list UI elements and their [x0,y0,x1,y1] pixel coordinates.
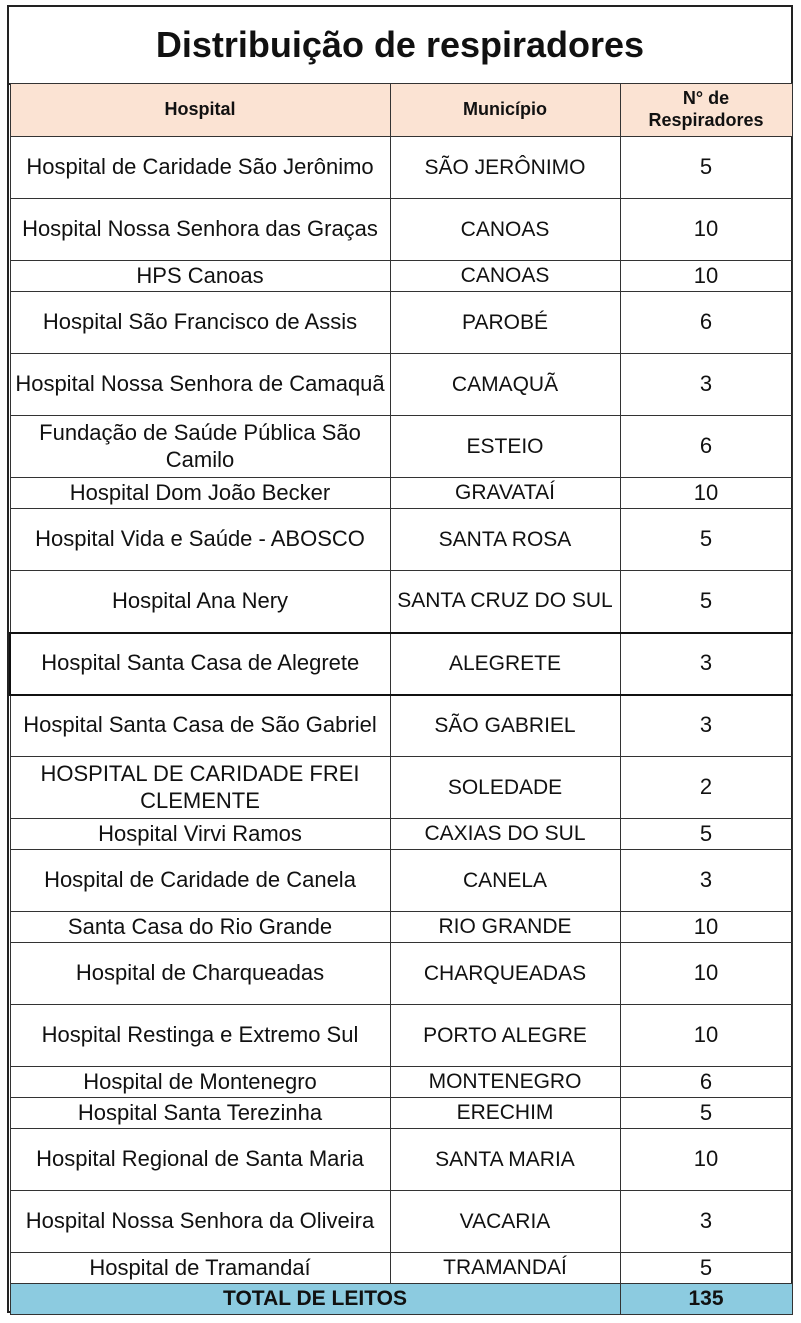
total-label: TOTAL DE LEITOS [10,1284,620,1315]
cell-respiradores: 10 [620,261,792,292]
cell-municipio: ERECHIM [390,1098,620,1129]
cell-respiradores: 5 [620,1098,792,1129]
table-row [10,912,792,943]
cell-municipio: SANTA MARIA [390,1129,620,1191]
cell-municipio: PAROBÉ [390,292,620,354]
cell-municipio: SANTA CRUZ DO SUL [390,571,620,633]
cell-municipio: ESTEIO [390,416,620,478]
cell-hospital: Hospital Dom João Becker [10,478,390,509]
header-municipio: Município [390,84,620,137]
cell-hospital: Hospital Virvi Ramos [10,819,390,850]
cell-municipio: CAMAQUÃ [390,354,620,416]
cell-municipio: CHARQUEADAS [390,943,620,1005]
cell-hospital: Hospital Regional de Santa Maria [10,1129,390,1191]
cell-respiradores: 10 [620,1005,792,1067]
table-row [10,199,792,261]
cell-respiradores: 10 [620,1129,792,1191]
cell-hospital: Hospital Ana Nery [10,571,390,633]
cell-hospital: HOSPITAL DE CARIDADE FREI CLEMENTE [10,757,390,819]
cell-municipio: CANOAS [390,261,620,292]
cell-hospital: Fundação de Saúde Pública São Camilo [10,416,390,478]
cell-municipio: RIO GRANDE [390,912,620,943]
cell-hospital: Hospital de Caridade de Canela [10,850,390,912]
cell-municipio: CANELA [390,850,620,912]
table-frame [7,5,793,1313]
cell-respiradores: 5 [620,571,792,633]
table-row [10,695,792,757]
table-row [10,1067,792,1098]
cell-municipio: TRAMANDAÍ [390,1253,620,1284]
header-respiradores: N° de Respiradores [620,84,792,137]
table-row [10,819,792,850]
cell-municipio: PORTO ALEGRE [390,1005,620,1067]
cell-hospital: Hospital Nossa Senhora das Graças [10,199,390,261]
cell-hospital: Hospital São Francisco de Assis [10,292,390,354]
table-row [10,633,792,695]
table-row [10,850,792,912]
cell-hospital: Hospital Vida e Saúde - ABOSCO [10,509,390,571]
table-row [10,509,792,571]
respirators-table [9,83,793,1315]
cell-municipio: SÃO GABRIEL [390,695,620,757]
cell-hospital: Hospital Santa Casa de Alegrete [10,633,390,695]
cell-hospital: Hospital Restinga e Extremo Sul [10,1005,390,1067]
cell-hospital: Hospital Santa Casa de São Gabriel [10,695,390,757]
cell-hospital: Hospital de Tramandaí [10,1253,390,1284]
cell-hospital: Hospital de Montenegro [10,1067,390,1098]
cell-respiradores: 3 [620,633,792,695]
cell-respiradores: 10 [620,912,792,943]
table-row [10,261,792,292]
table-row [10,137,792,199]
cell-municipio: ALEGRETE [390,633,620,695]
total-value: 135 [620,1284,792,1315]
table-row [10,292,792,354]
table-row [10,1253,792,1284]
table-row [10,757,792,819]
cell-hospital: Hospital de Charqueadas [10,943,390,1005]
cell-respiradores: 10 [620,478,792,509]
table-row [10,943,792,1005]
table-row [10,1191,792,1253]
cell-respiradores: 5 [620,137,792,199]
cell-municipio: SÃO JERÔNIMO [390,137,620,199]
cell-municipio: SANTA ROSA [390,509,620,571]
header-hospital: Hospital [10,84,390,137]
cell-municipio: MONTENEGRO [390,1067,620,1098]
cell-respiradores: 6 [620,416,792,478]
table-row [10,478,792,509]
cell-hospital: Hospital de Caridade São Jerônimo [10,137,390,199]
cell-municipio: SOLEDADE [390,757,620,819]
table-row [10,1098,792,1129]
cell-hospital: Hospital Nossa Senhora da Oliveira [10,1191,390,1253]
page-title: Distribuição de respiradores [9,7,791,85]
cell-respiradores: 2 [620,757,792,819]
table-row [10,1005,792,1067]
cell-municipio: CANOAS [390,199,620,261]
cell-respiradores: 5 [620,819,792,850]
cell-respiradores: 10 [620,199,792,261]
cell-hospital: Santa Casa do Rio Grande [10,912,390,943]
table-row [10,571,792,633]
cell-respiradores: 5 [620,1253,792,1284]
table-row [10,1129,792,1191]
cell-respiradores: 3 [620,1191,792,1253]
cell-municipio: CAXIAS DO SUL [390,819,620,850]
cell-hospital: Hospital Nossa Senhora de Camaquã [10,354,390,416]
header-row [10,84,792,137]
cell-municipio: VACARIA [390,1191,620,1253]
cell-respiradores: 6 [620,292,792,354]
cell-hospital: Hospital Santa Terezinha [10,1098,390,1129]
total-row [10,1284,792,1315]
cell-municipio: GRAVATAÍ [390,478,620,509]
cell-respiradores: 3 [620,850,792,912]
cell-respiradores: 3 [620,354,792,416]
cell-respiradores: 3 [620,695,792,757]
table-row [10,416,792,478]
cell-hospital: HPS Canoas [10,261,390,292]
cell-respiradores: 5 [620,509,792,571]
table-row [10,354,792,416]
cell-respiradores: 6 [620,1067,792,1098]
cell-respiradores: 10 [620,943,792,1005]
